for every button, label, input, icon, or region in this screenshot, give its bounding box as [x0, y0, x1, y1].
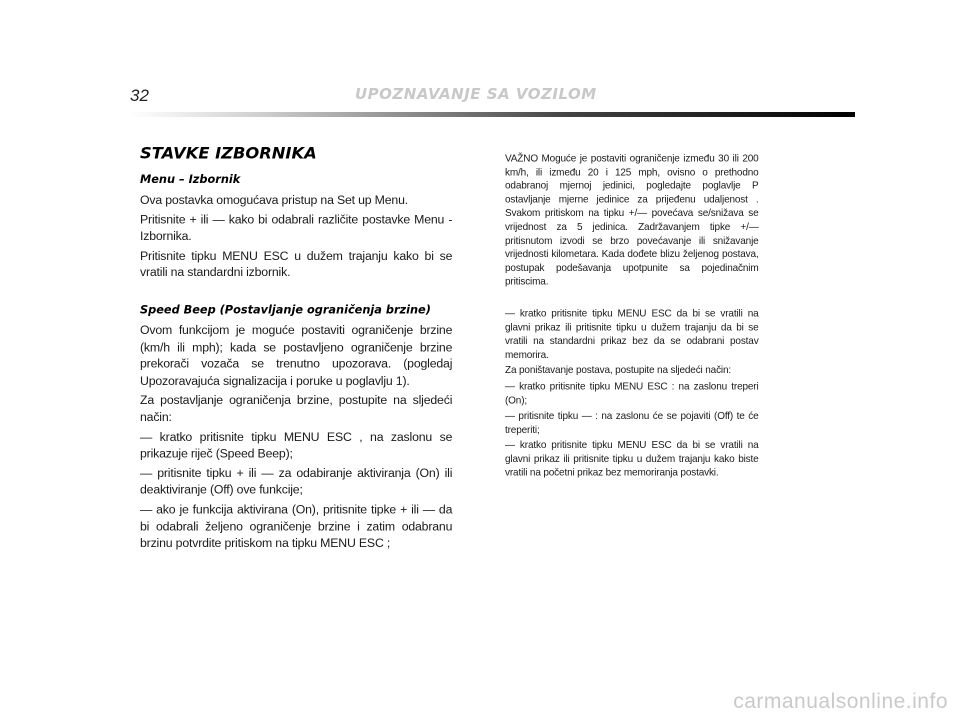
speed-beep-subheading: Speed Beep (Postavljanje ograničenja brzine) — [140, 302, 431, 317]
section-heading: STAVKE IZBORNIKA — [140, 144, 317, 164]
header-rule — [130, 112, 855, 117]
speed-paragraph: Za postavljanje ograničenja brzine, postupite na sljedeći način: — [140, 393, 453, 424]
menu-paragraph: Ova postavka omogućava pristup na Set up Menu. — [140, 192, 408, 207]
speed-paragraph: — pritisnite tipku + ili — za odabiranje aktiviranja (On) ili deaktiviranje (Off) ove funkcije; — [140, 466, 453, 497]
note-paragraph: VAŽNO Moguće je postaviti ograničenje između 30 ili 200 km/h, ili između 20 i 125 mph, ovisno o prethodno odabranoj mjernoj jedinici, pogledajte poglavlje P ostavljanje mjerne jedinice za prijeđenu udaljenost . Svakom pritiskom na tipku +/— povećava se/snižava se vrijednost za 5 jedinica. Zadržavanjem tipke +/— pritisnutom izvodi se brzo povećavanje ili snižavanje vrijednosti kilometara. Kada dođete blizu željenog postava, postupak podešavanja upotpunite sa pojedinačnim pritiscima. — [505, 152, 759, 287]
left-column — [140, 145, 452, 555]
right-paragraph: — kratko pritisnite tipku MENU ESC : na zaslonu treperi (On); — [505, 380, 759, 406]
speed-paragraph: — kratko pritisnite tipku MENU ESC , na zaslonu se prikazuje riječ (Speed Beep); — [140, 429, 453, 461]
right-paragraph: — kratko pritisnite tipku MENU ESC da bi se vratili na glavni prikaz ili pritisnite tipku u dužem trajanju kako biste vratili na početni prikaz bez memoriranja postavki. — [505, 439, 759, 478]
right-column — [505, 152, 759, 482]
menu-subheading: Menu – Izbornik — [140, 172, 241, 186]
menu-paragraph: Pritisnite + ili — kako bi odabrali različite postavke Menu - Izbornika. — [140, 212, 453, 243]
speed-paragraph: Ovom funkcijom je moguće postaviti ograničenje brzine (km/h ili mph); kada se postavljeno ograničenje brzine prekorači vozača se trenutno upozorava. (pogledaj Upozoravajuća signalizacija i poruke u poglavlju 1). — [140, 323, 453, 388]
running-title: UPOZNAVANJE SA VOZILOM — [355, 85, 597, 103]
speed-paragraph: — ako je funkcija aktivirana (On), pritisnite tipke + ili — da bi odabrali željeno ograničenje brzine i zatim odabranu brzinu potvrdite pritiskom na tipku MENU ESC ; — [140, 502, 453, 550]
right-paragraph: — pritisnite tipku — : na zaslonu će se pojaviti (Off) te će treperiti; — [505, 410, 759, 435]
right-paragraph: — kratko pritisnite tipku MENU ESC da bi se vratili na glavni prikaz ili pritisnite tipku u dužem trajanju da bi se vratili na standardni prikaz bez da se odabrani postav memorira. — [505, 307, 759, 360]
menu-paragraph: Pritisnite tipku MENU ESC u dužem trajanju kako bi se vratili na standardni izbornik. — [140, 248, 453, 280]
right-paragraph: Za poništavanje postava, postupite na sljedeći način: — [505, 364, 732, 376]
watermark: carmanualsonline.info — [733, 690, 948, 713]
page-number: 32 — [130, 86, 149, 105]
